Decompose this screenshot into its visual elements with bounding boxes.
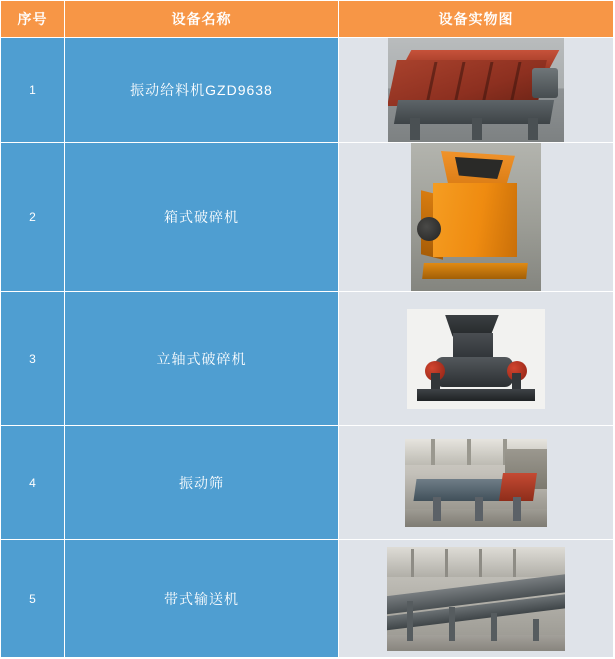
vibrating-screen-photo: [405, 439, 547, 527]
row-number: 1: [1, 38, 65, 143]
equipment-name: 带式输送机: [65, 540, 339, 658]
feeder-leg: [472, 118, 482, 140]
roof-truss: [513, 549, 516, 577]
crusher-flywheel: [417, 217, 441, 241]
roof-truss: [479, 549, 482, 577]
vsi-base-frame: [417, 389, 535, 401]
screen-support: [475, 497, 483, 521]
table-row: [1, 143, 614, 292]
conveyor-support: [491, 613, 497, 641]
equipment-image-cell: [339, 292, 614, 426]
table-body: [1, 38, 614, 658]
image-wrapper: [339, 439, 613, 527]
box-crusher-photo: [411, 143, 541, 291]
equipment-name: 振动给料机GZD9638: [65, 38, 339, 143]
screen-support: [433, 497, 441, 521]
table-row: [1, 292, 614, 426]
equipment-name: 振动筛: [65, 426, 339, 540]
table-header: [1, 1, 614, 38]
conveyor-support: [407, 601, 413, 641]
table-row: [1, 426, 614, 540]
header-cell-image: 设备实物图: [339, 1, 614, 38]
conveyor-support: [449, 607, 455, 641]
vertical-shaft-crusher-photo: [407, 309, 545, 409]
equipment-image-cell: [339, 143, 614, 292]
roof-beam: [467, 439, 471, 465]
roof-truss: [445, 549, 448, 577]
feeder-leg: [410, 118, 420, 140]
crusher-body: [433, 183, 517, 257]
row-number: 4: [1, 426, 65, 540]
equipment-image-cell: [339, 540, 614, 658]
belt-conveyor-photo: [387, 547, 565, 651]
image-wrapper: [339, 309, 613, 409]
crusher-feed-opening: [455, 157, 503, 179]
image-wrapper: [339, 143, 613, 291]
image-wrapper: [339, 38, 613, 142]
vibrating-feeder-photo: [388, 38, 564, 142]
image-wrapper: [339, 547, 613, 651]
equipment-name: 箱式破碎机: [65, 143, 339, 292]
header-cell-no: 序号: [1, 1, 65, 38]
roof-beam: [431, 439, 435, 465]
table-row: [1, 540, 614, 658]
row-number: 2: [1, 143, 65, 292]
equipment-image-cell: [339, 38, 614, 143]
screen-support: [513, 497, 521, 521]
conveyor-support: [533, 619, 539, 641]
equipment-name: 立轴式破碎机: [65, 292, 339, 426]
header-cell-name: 设备名称: [65, 1, 339, 38]
roof-truss: [411, 549, 414, 577]
table-row: [1, 38, 614, 143]
header-row: [1, 1, 614, 38]
crusher-base: [422, 263, 528, 279]
row-number: 5: [1, 540, 65, 658]
row-number: 3: [1, 292, 65, 426]
equipment-image-cell: [339, 426, 614, 540]
vsi-drum: [435, 357, 513, 387]
feeder-motor: [532, 68, 558, 98]
feeder-leg: [528, 118, 538, 140]
